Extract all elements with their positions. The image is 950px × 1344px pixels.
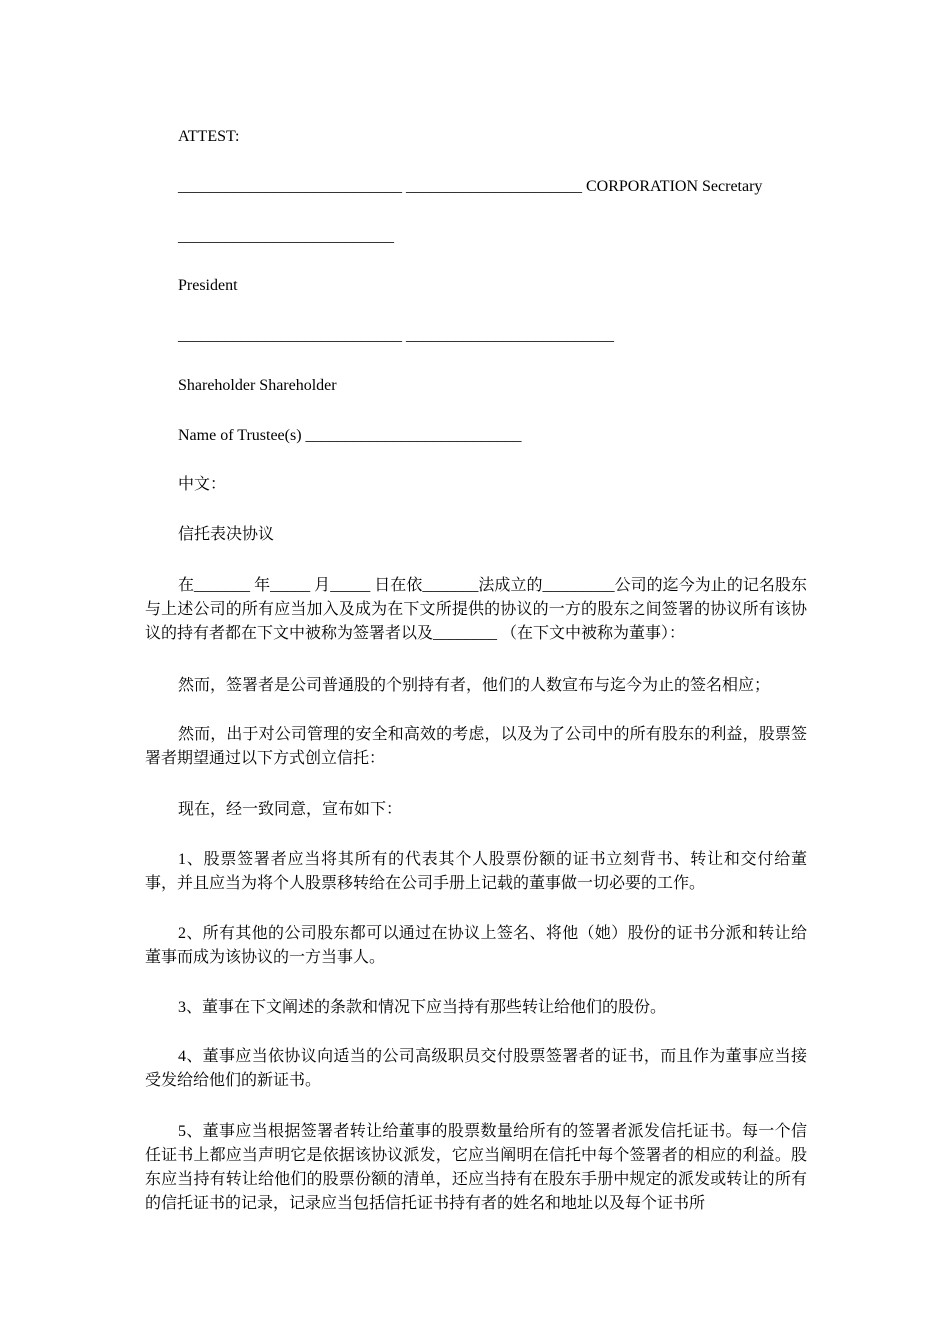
president-label: President (178, 277, 238, 294)
preamble-paragraph: 在_______ 年_____ 月_____ 日在依_______法成立的_________公司的迄今为止的记名股东与上述公司的所有应当加入及成为在下文所提供的协议的一方的股东之间签署的协议所有该协议的持有者都在下文中被称为签署者以及________ （在下文中被称为董事）： (145, 577, 807, 642)
president-signature-line: ___________________________ (178, 228, 394, 245)
now-therefore-paragraph: 现在，经一致同意，宣布如下： (178, 801, 403, 818)
trustee-name-line: Name of Trustee(s) ___________________________ (178, 427, 522, 444)
clause-3: 3、董事在下文阐述的条款和情况下应当持有那些转让给他们的股份。 (178, 999, 667, 1016)
secretary-signature-line: ____________________________ ______________________ CORPORATION Secretary (178, 178, 763, 195)
shareholder-signature-lines: ____________________________ __________________________ (178, 327, 614, 344)
clause-5: 5、董事应当根据签署者转让给董事的股票数量给所有的签署者派发信托证书。每一个信任证书上都应当声明它是依据该协议派发，它应当阐明在信托中每个签署者的相应的利益。股东应当持有转让给他们的股票份额的清单，还应当持有在股东手册中规定的派发或转让的所有的信托证书的记录，记录应当包括信托证书持有者的姓名和地址以及每个证书所 (145, 1123, 807, 1212)
chinese-heading: 中文： (178, 476, 227, 493)
agreement-title: 信托表决协议 (178, 526, 275, 543)
clause-4: 4、董事应当依协议向适当的公司高级职员交付股票签署者的证书，而且作为董事应当接受发给给他们的新证书。 (145, 1048, 807, 1089)
clause-2: 2、所有其他的公司股东都可以通过在协议上签名、将他（她）股份的证书分派和转让给董事而成为该协议的一方当事人。 (145, 925, 807, 966)
whereas-paragraph-1: 然而，签署者是公司普通股的个别持有者，他们的人数宣布与迄今为止的签名相应； (178, 677, 771, 694)
whereas-paragraph-2: 然而，出于对公司管理的安全和高效的考虑，以及为了公司中的所有股东的利益，股票签署者期望通过以下方式创立信托： (145, 726, 807, 767)
attest-label: ATTEST: (178, 128, 240, 145)
shareholder-labels: Shareholder Shareholder (178, 377, 337, 394)
clause-1: 1、股票签署者应当将其所有的代表其个人股票份额的证书立刻背书、转让和交付给董事，并且应当为将个人股票移转给在公司手册上记载的董事做一切必要的工作。 (145, 851, 807, 892)
